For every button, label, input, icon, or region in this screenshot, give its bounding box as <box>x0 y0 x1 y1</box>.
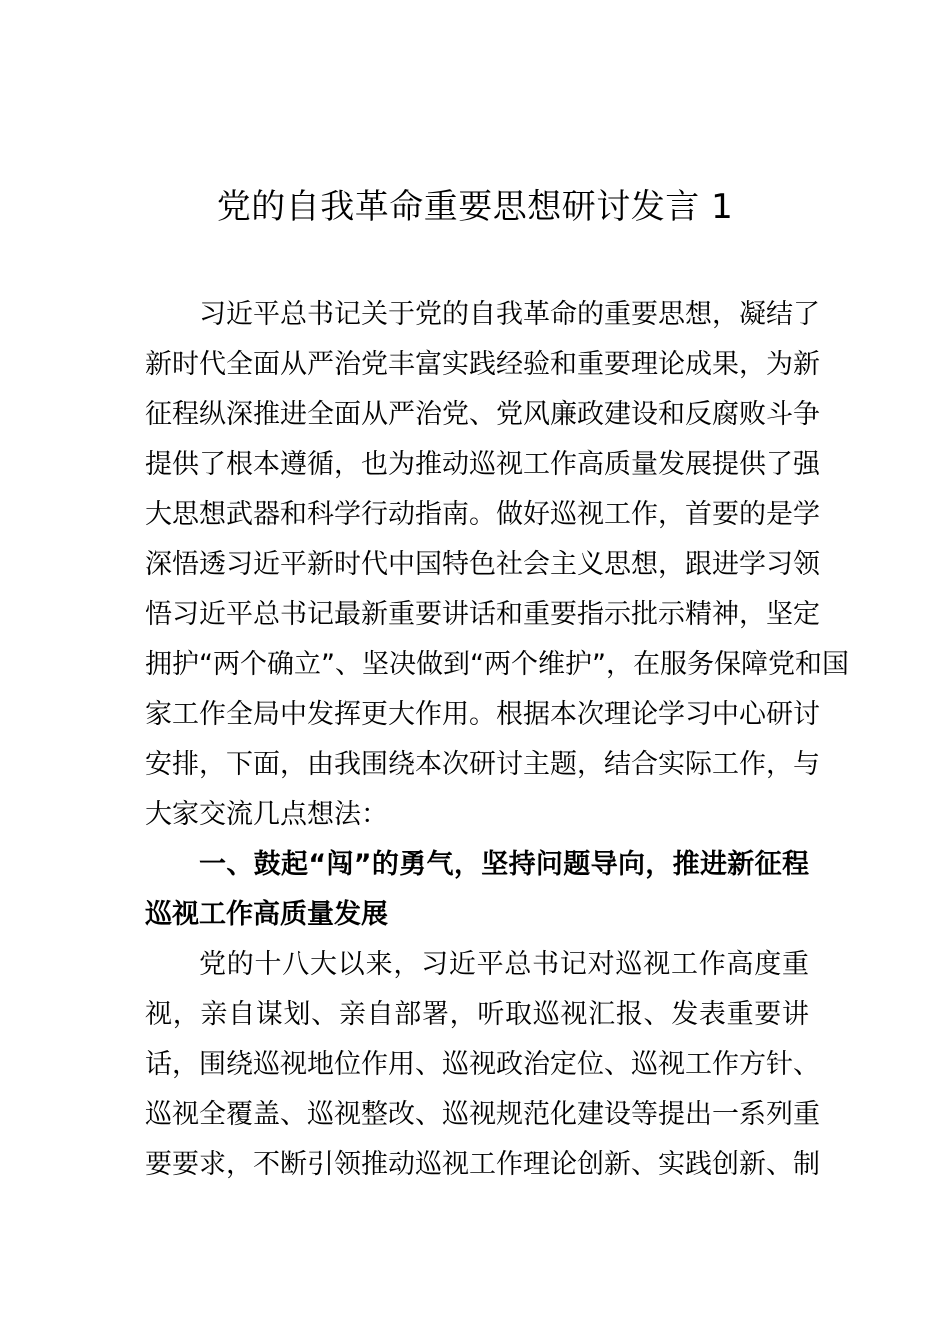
paragraph-1-line: 安排，下面，由我围绕本次研讨主题，结合实际工作，与 <box>145 749 820 780</box>
paragraph-1-line: 悟习近平总书记最新重要讲话和重要指示批示精神，坚定 <box>145 599 820 630</box>
paragraph-2-line: 党的十八大以来，习近平总书记对巡视工作高度重 <box>199 949 809 980</box>
paragraph-2-line: 要要求，不断引领推动巡视工作理论创新、实践创新、制 <box>145 1149 820 1180</box>
section-heading-line: 一、鼓起“闯”的勇气，坚持问题导向，推进新征程 <box>199 849 809 880</box>
paragraph-1-line: 大家交流几点想法： <box>145 799 388 830</box>
paragraph-2-line: 视，亲自谋划、亲自部署，听取巡视汇报、发表重要讲 <box>145 999 809 1030</box>
paragraph-1-line: 拥护“两个确立”、坚决做到“两个维护”，在服务保障党和国 <box>145 649 849 680</box>
paragraph-1-line: 提供了根本遵循，也为推动巡视工作高质量发展提供了强 <box>145 449 820 480</box>
paragraph-1-line: 征程纵深推进全面从严治党、党风廉政建设和反腐败斗争 <box>145 399 820 430</box>
paragraph-2-line: 话，围绕巡视地位作用、巡视政治定位、巡视工作方针、 <box>145 1049 820 1080</box>
paragraph-1-line: 新时代全面从严治党丰富实践经验和重要理论成果，为新 <box>145 349 820 380</box>
paragraph-1-line: 深悟透习近平新时代中国特色社会主义思想，跟进学习领 <box>145 549 820 580</box>
section-heading-line: 巡视工作高质量发展 <box>145 899 388 930</box>
document-body <box>145 290 849 1190</box>
paragraph-1-line: 家工作全局中发挥更大作用。根据本次理论学习中心研讨 <box>145 699 820 730</box>
paragraph-2-line: 巡视全覆盖、巡视整改、巡视规范化建设等提出一系列重 <box>145 1099 820 1130</box>
paragraph-1-line: 大思想武器和科学行动指南。做好巡视工作，首要的是学 <box>145 499 820 530</box>
document-title: 党的自我革命重要思想研讨发言 1 <box>216 187 734 227</box>
paragraph-1-line: 习近平总书记关于党的自我革命的重要思想，凝结了 <box>199 299 820 330</box>
